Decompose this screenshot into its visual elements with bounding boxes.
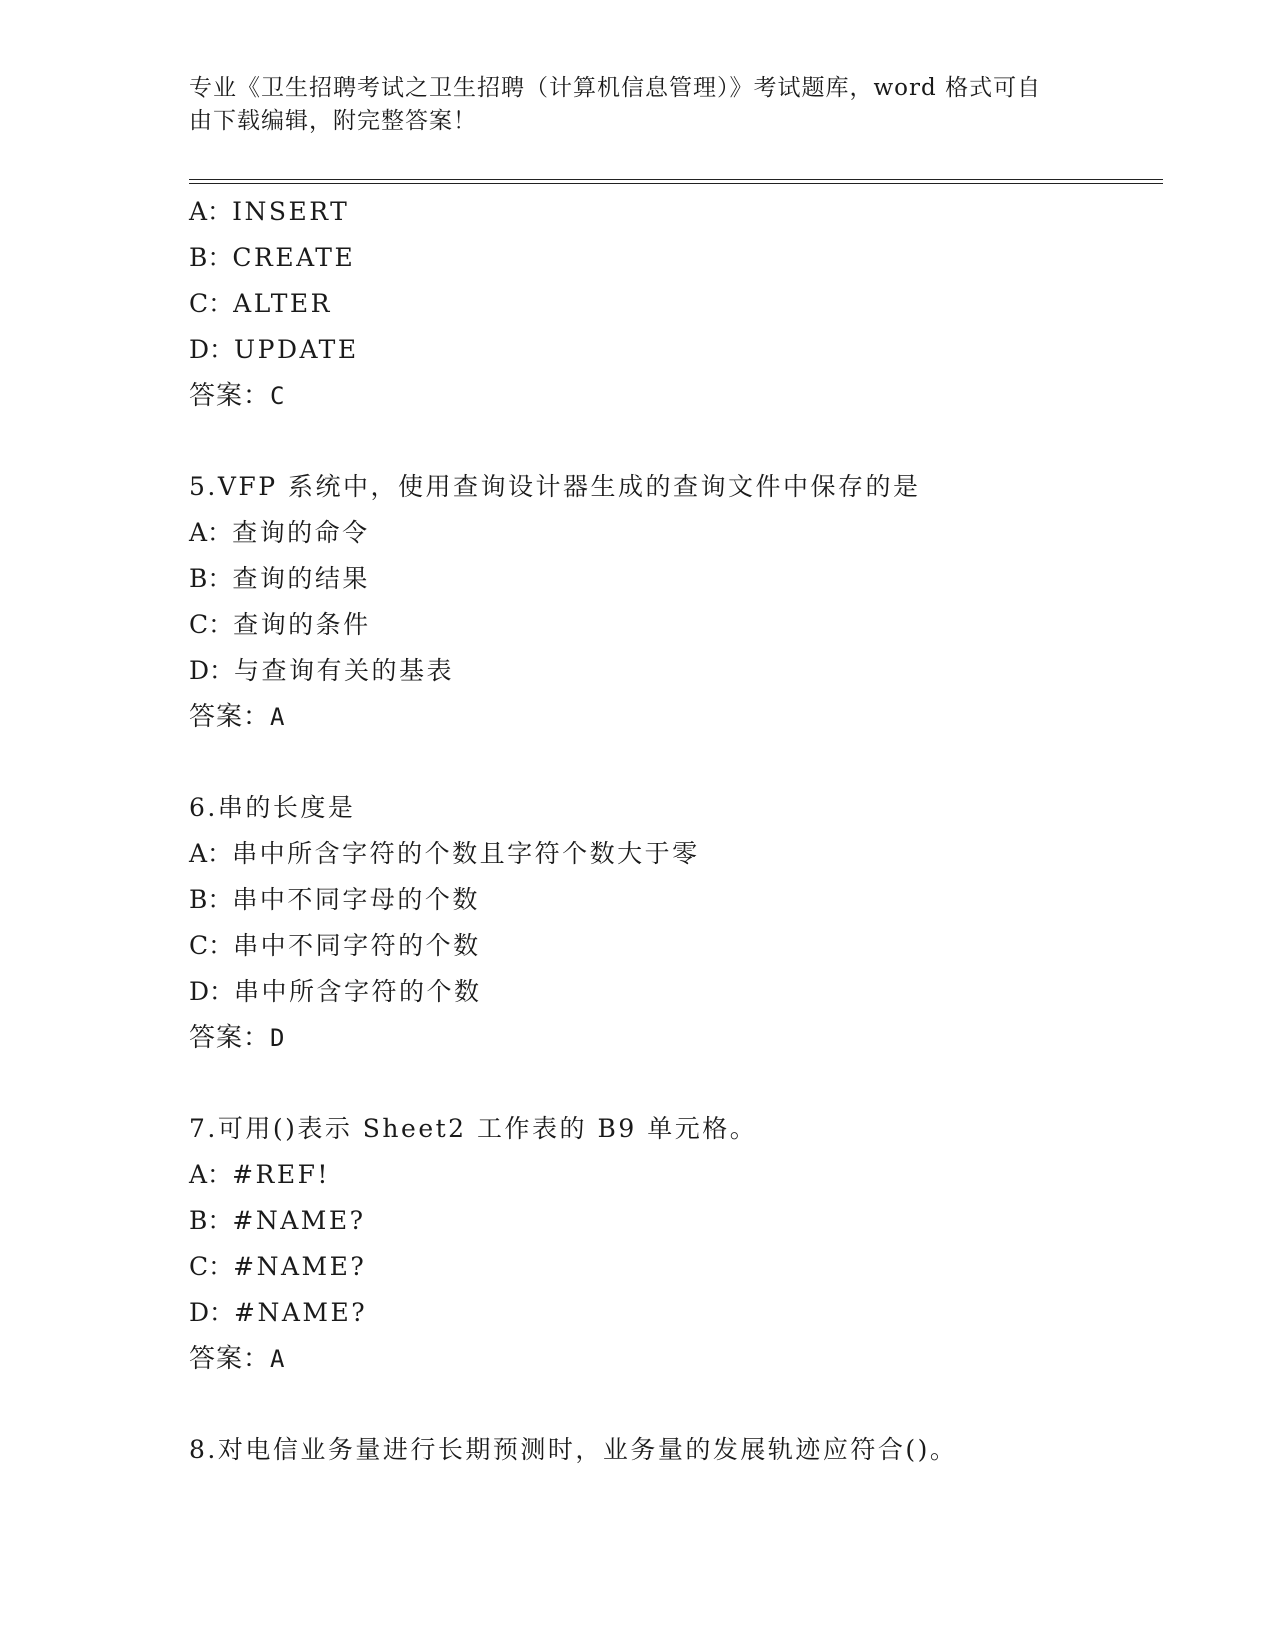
answer-line (189, 1015, 1149, 1061)
question-text: 5.VFP 系统中，使用查询设计器生成的查询文件中保存的是 (189, 472, 921, 501)
option-b: B：串中不同字母的个数 (189, 885, 480, 914)
header-divider-top (189, 179, 1163, 180)
question-7 (189, 1106, 1149, 1382)
question-4 (189, 189, 1149, 419)
option-a: A：INSERT (189, 197, 350, 226)
option-c: C：串中不同字符的个数 (189, 931, 481, 960)
question-text: 6.串的长度是 (189, 793, 356, 822)
option-d: D：UPDATE (189, 335, 359, 364)
answer-line (189, 694, 1149, 740)
option-a: A：串中所含字符的个数且字符个数大于零 (189, 839, 700, 868)
question-8 (189, 1427, 1149, 1473)
option-c: C：#NAME? (189, 1252, 367, 1281)
header-divider-bottom (189, 183, 1163, 184)
question-5 (189, 464, 1149, 740)
option-b: B：CREATE (189, 243, 356, 272)
answer-value: A (270, 1345, 286, 1373)
option-d: D：#NAME? (189, 1298, 368, 1327)
option-c: C：ALTER (189, 289, 333, 318)
answer-value: D (270, 1024, 286, 1052)
answer-value: C (270, 382, 286, 410)
option-b: B：查询的结果 (189, 564, 370, 593)
answer-line (189, 373, 1149, 419)
option-b: B：#NAME? (189, 1206, 366, 1235)
document-header (189, 72, 1069, 138)
option-d: D：与查询有关的基表 (189, 656, 455, 685)
answer-label: 答案： (189, 702, 271, 732)
option-c: C：查询的条件 (189, 610, 371, 639)
header-title-line-1: 专业《卫生招聘考试之卫生招聘（计算机信息管理）》考试题库，word 格式可自 (189, 75, 1042, 101)
option-a: A：#REF! (189, 1160, 330, 1189)
answer-label: 答案： (189, 381, 271, 411)
question-list (189, 189, 1149, 1473)
option-a: A：查询的命令 (189, 518, 370, 547)
answer-label: 答案： (189, 1023, 271, 1053)
header-title-line-2: 由下载编辑，附完整答案！ (189, 108, 477, 134)
answer-value: A (270, 703, 286, 731)
question-6 (189, 785, 1149, 1061)
option-d: D：串中所含字符的个数 (189, 977, 482, 1006)
question-text: 7.可用()表示 Sheet2 工作表的 B9 单元格。 (189, 1114, 758, 1143)
question-text: 8.对电信业务量进行长期预测时，业务量的发展轨迹应符合()。 (189, 1435, 958, 1464)
answer-line (189, 1336, 1149, 1382)
answer-label: 答案： (189, 1344, 271, 1374)
